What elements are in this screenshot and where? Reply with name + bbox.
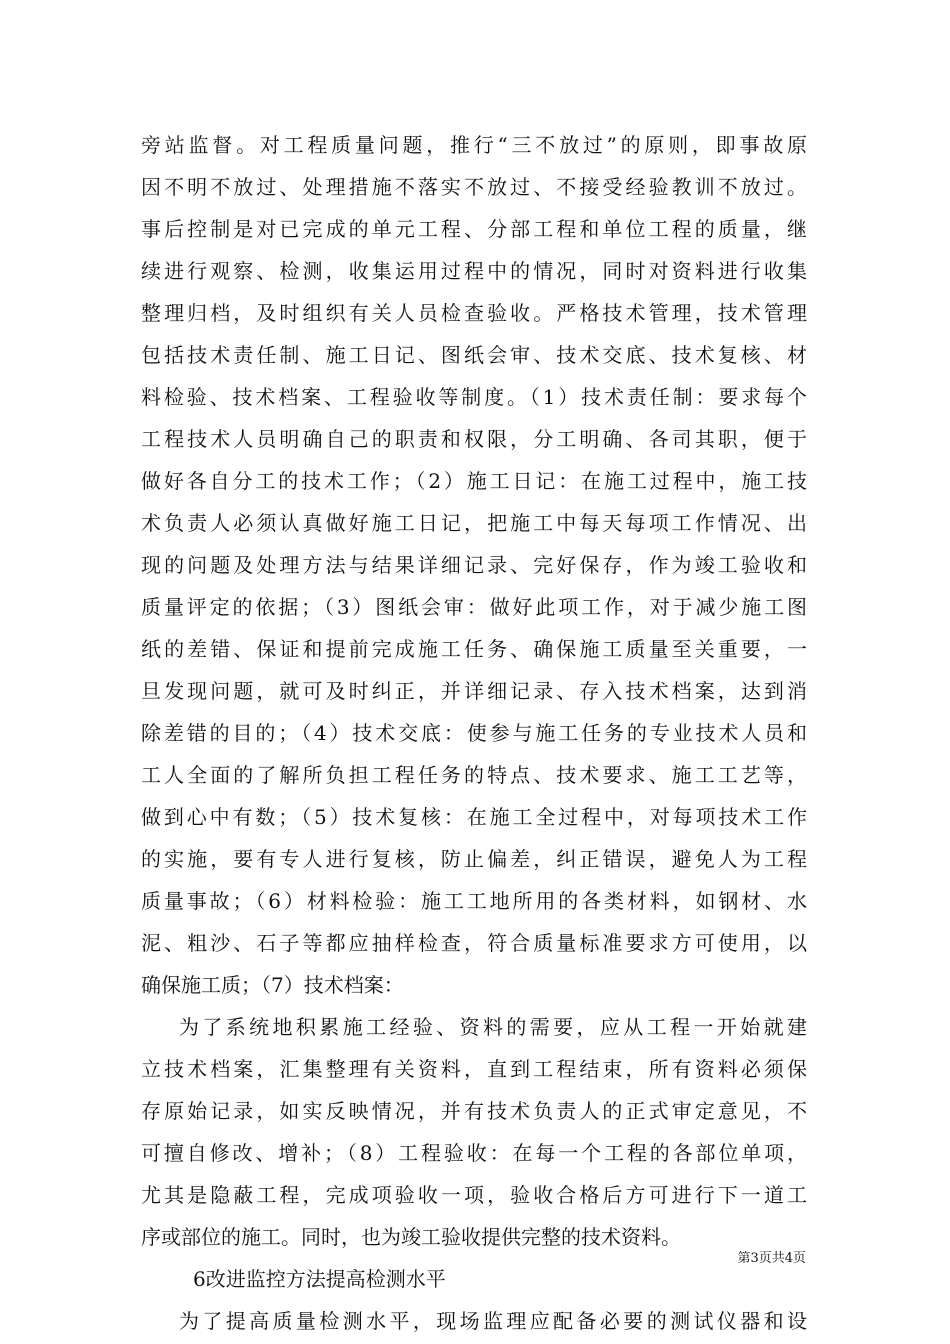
body-line: 为了提高质量检测水平，现场监理应配备必要的测试仪器和设 bbox=[179, 1309, 807, 1333]
page-number-footer: 第3页共4页 bbox=[737, 1251, 806, 1266]
body-line: 旁站监督。对工程质量问题，推行“三不放过”的原则，即事故原 bbox=[141, 133, 807, 157]
section-heading: 6改进监控方法提高检测水平 bbox=[193, 1267, 446, 1291]
body-line: 纸的差错、保证和提前完成施工任务、确保施工质量至关重要，一 bbox=[141, 637, 807, 661]
body-line: 术负责人必须认真做好施工日记，把施工中每天每项工作情况、出 bbox=[141, 511, 807, 535]
body-line: 泥、粗沙、石子等都应抽样检查，符合质量标准要求方可使用，以 bbox=[141, 931, 807, 955]
body-line: 整理归档，及时组织有关人员检查验收。严格技术管理，技术管理 bbox=[141, 301, 807, 325]
body-line: 可擅自修改、增补；（8）工程验收：在每一个工程的各部位单项， bbox=[141, 1141, 807, 1165]
document-body bbox=[141, 124, 807, 1342]
body-line: 序或部位的施工。同时，也为竣工验收提供完整的技术资料。 bbox=[141, 1225, 681, 1249]
body-line: 事后控制是对已完成的单元工程、分部工程和单位工程的质量，继 bbox=[141, 217, 807, 241]
body-line: 做好各自分工的技术工作；（2）施工日记：在施工过程中，施工技 bbox=[141, 469, 807, 493]
body-line: 存原始记录，如实反映情况，并有技术负责人的正式审定意见，不 bbox=[141, 1099, 807, 1123]
body-line: 包括技术责任制、施工日记、图纸会审、技术交底、技术复核、材 bbox=[141, 343, 807, 367]
body-line: 工程技术人员明确自己的职责和权限，分工明确、各司其职，便于 bbox=[141, 427, 807, 451]
body-line: 的实施，要有专人进行复核，防止偏差，纠正错误，避免人为工程 bbox=[141, 847, 807, 871]
body-line: 确保施工质；（7）技术档案： bbox=[141, 973, 404, 997]
body-line: 料检验、技术档案、工程验收等制度。（1）技术责任制：要求每个 bbox=[141, 385, 807, 409]
body-line: 旦发现问题，就可及时纠正，并详细记录、存入技术档案，达到消 bbox=[141, 679, 807, 703]
body-line: 质量事故；（6）材料检验：施工工地所用的各类材料，如钢材、水 bbox=[141, 889, 807, 913]
body-line: 尤其是隐蔽工程，完成项验收一项，验收合格后方可进行下一道工 bbox=[141, 1183, 807, 1207]
body-line: 质量评定的依据；（3）图纸会审：做好此项工作，对于减少施工图 bbox=[141, 595, 807, 619]
body-line: 现的问题及处理方法与结果详细记录、完好保存，作为竣工验收和 bbox=[141, 553, 807, 577]
body-line: 立技术档案，汇集整理有关资料，直到工程结束，所有资料必须保 bbox=[141, 1057, 807, 1081]
body-line: 工人全面的了解所负担工程任务的特点、技术要求、施工工艺等， bbox=[141, 763, 807, 787]
body-line: 因不明不放过、处理措施不落实不放过、不接受经验教训不放过。 bbox=[141, 175, 807, 199]
body-line: 做到心中有数；（5）技术复核：在施工全过程中，对每项技术工作 bbox=[141, 805, 807, 829]
body-line: 除差错的目的；（4）技术交底：使参与施工任务的专业技术人员和 bbox=[141, 721, 807, 745]
body-line: 为了系统地积累施工经验、资料的需要，应从工程一开始就建 bbox=[179, 1015, 807, 1039]
body-line: 续进行观察、检测，收集运用过程中的情况，同时对资料进行收集 bbox=[141, 259, 807, 283]
